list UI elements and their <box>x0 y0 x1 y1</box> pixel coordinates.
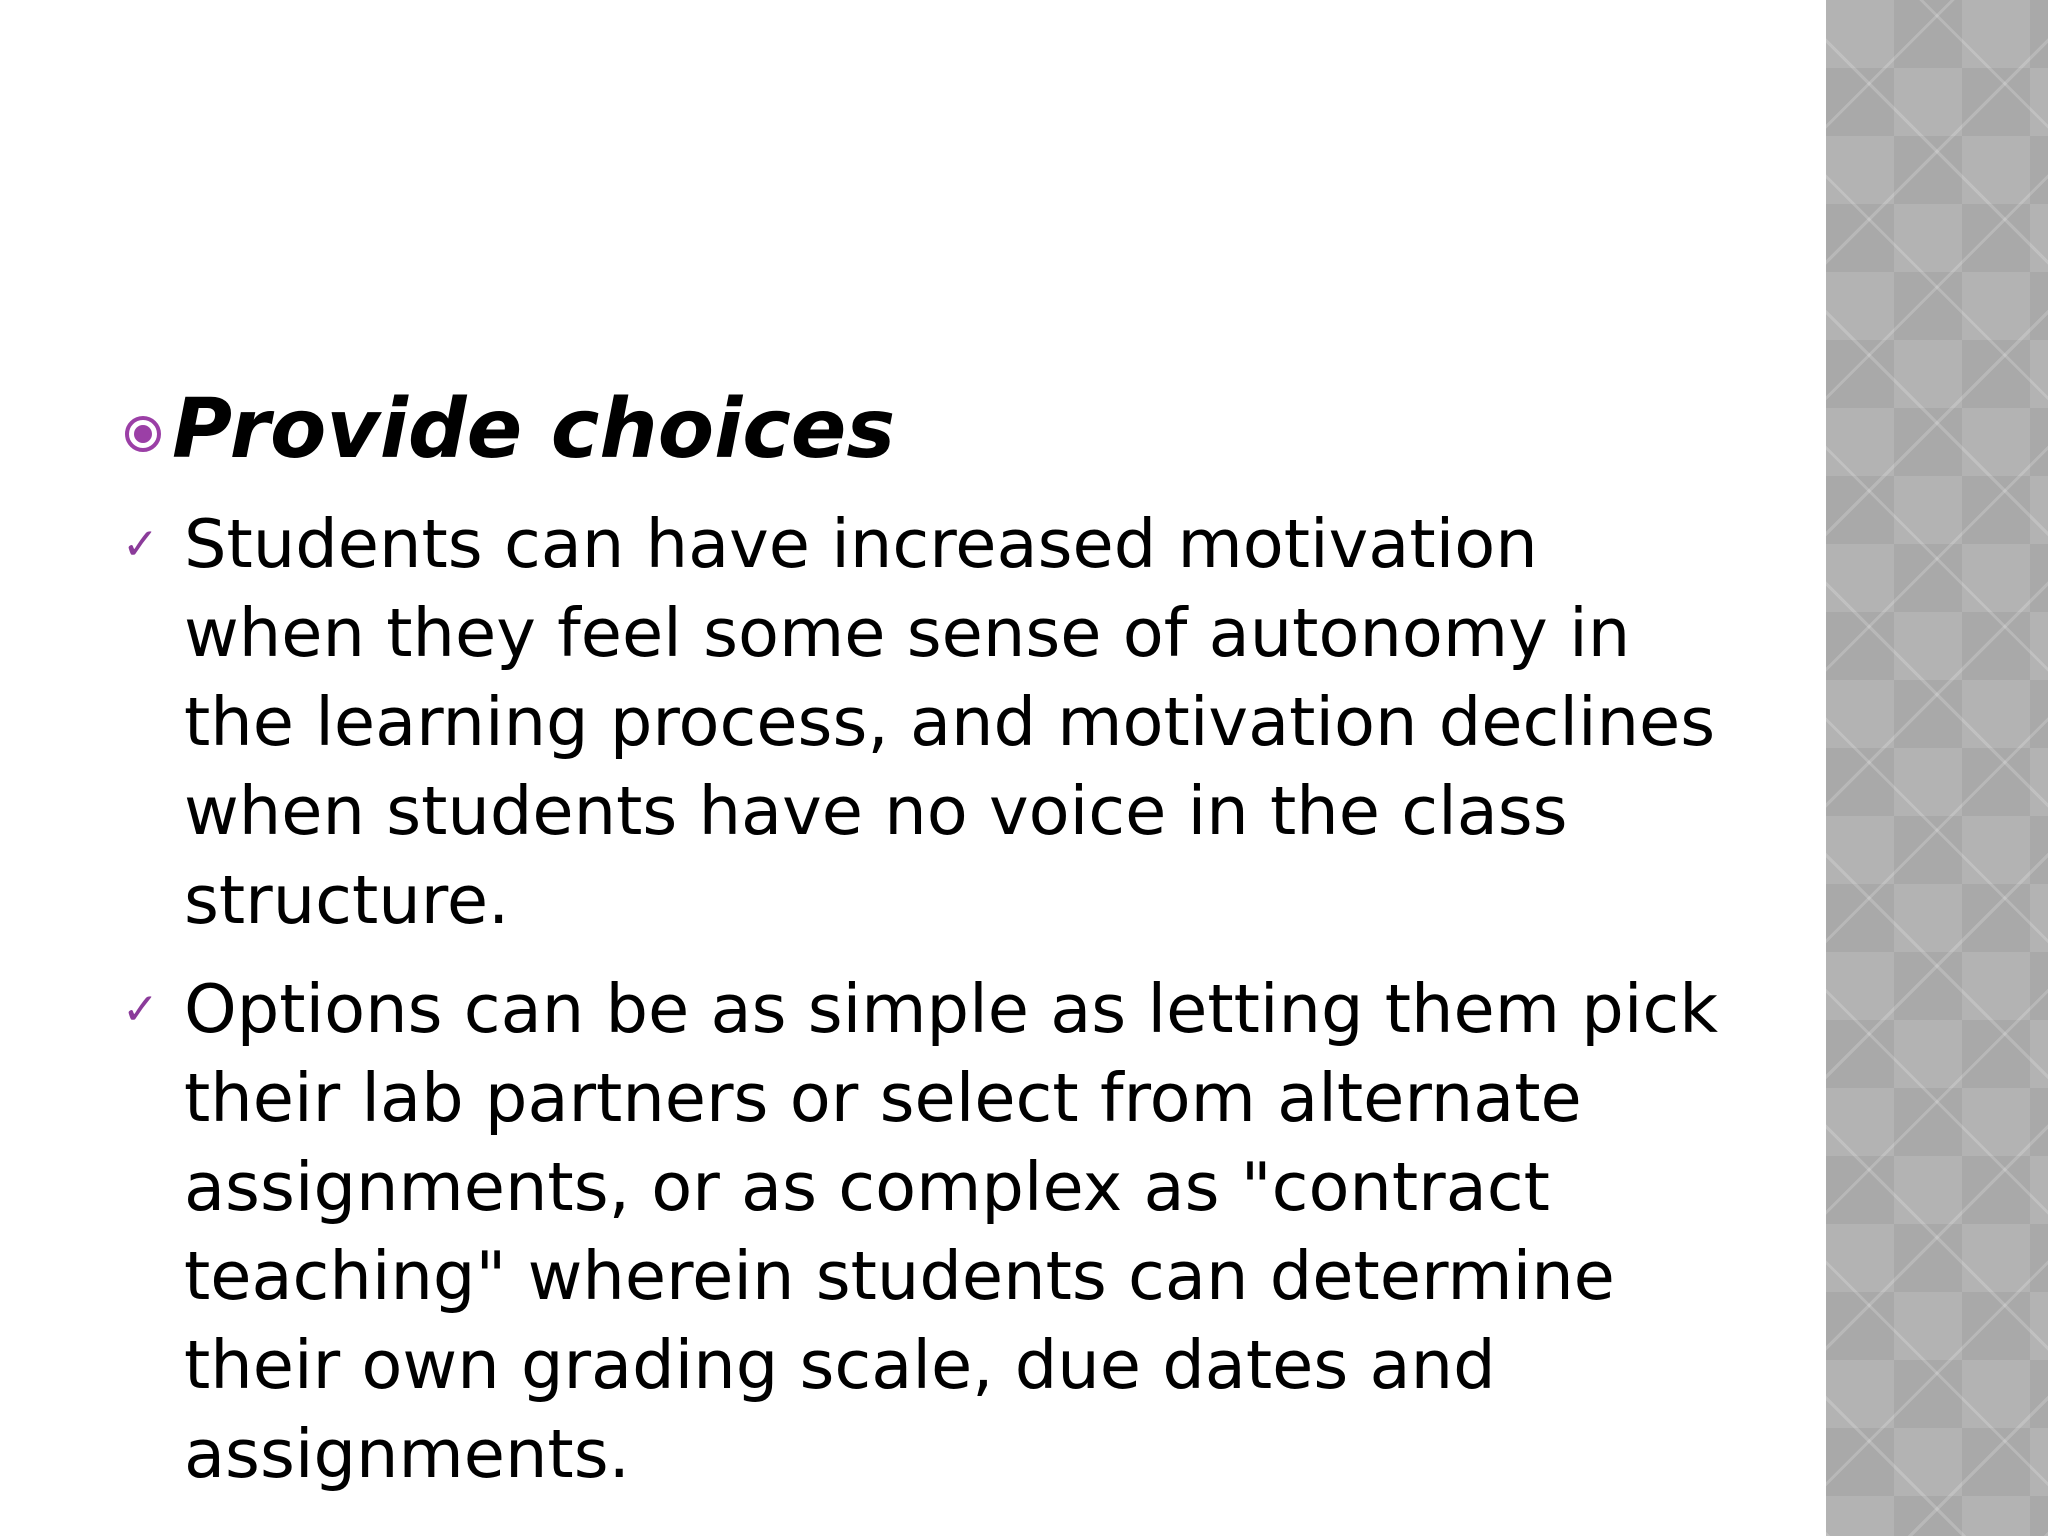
bullet-item <box>120 965 1720 1499</box>
bullet-item <box>120 500 1720 945</box>
checkmark-icon: ✓ <box>122 519 159 570</box>
slide-heading-row <box>124 380 895 480</box>
checkmark-icon: ✓ <box>122 984 159 1035</box>
target-circle-icon <box>124 415 162 453</box>
decorative-side-panel <box>1826 0 2048 1536</box>
bullet-text: Options can be as simple as letting them pick their lab partners or select from alternate assignments, or as complex as "contract teaching" wherein students can determine their own grading scale, due dates and assignments. <box>184 970 1719 1493</box>
slide-heading: Provide choices <box>172 382 896 477</box>
bullet-list <box>120 500 1720 1519</box>
bullet-text: Students can have increased motivation when they feel some sense of autonomy in the learning process, and motivation declines when students have no voice in the class structure. <box>184 505 1716 939</box>
